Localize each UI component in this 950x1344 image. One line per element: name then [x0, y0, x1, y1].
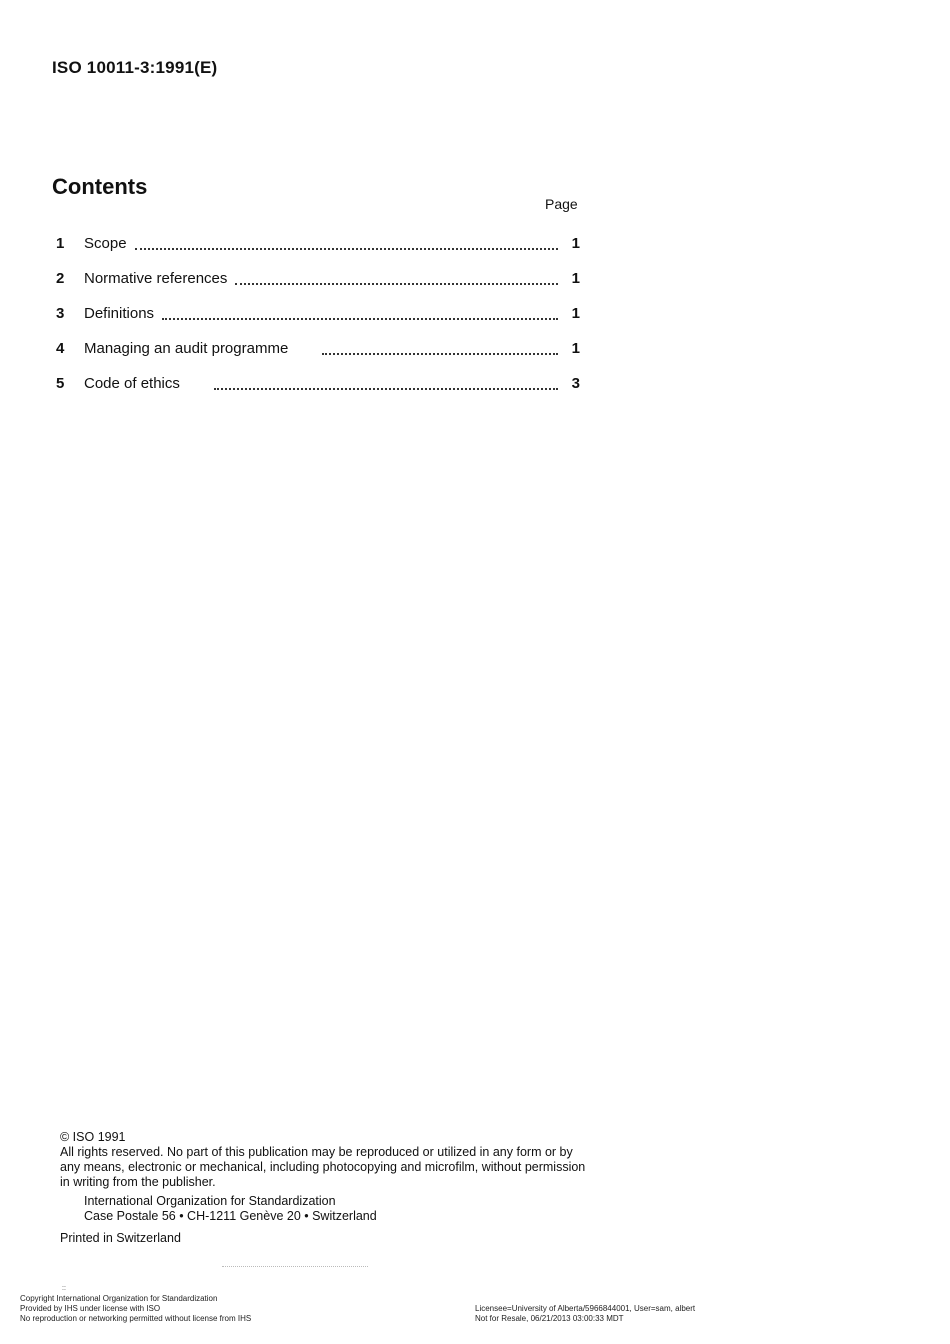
footer-line: Provided by IHS under license with ISO [20, 1304, 161, 1313]
publisher-address [84, 1194, 590, 1224]
toc-entry-title: Normative references [84, 270, 228, 287]
toc-entry-number: 5 [56, 375, 65, 392]
copyright-block [60, 1130, 590, 1246]
toc-entry-title: Definitions [84, 305, 155, 322]
toc-entry-page: 3 [571, 375, 580, 392]
publisher-postal: Case Postale 56 • CH-1211 Genève 20 • Switzerland [84, 1209, 377, 1223]
toc-leader-dots [235, 282, 558, 285]
toc-entry[interactable] [56, 226, 580, 261]
toc-entry-number: 2 [56, 270, 65, 287]
toc-leader-dots [162, 317, 558, 320]
toc-entry-number: 4 [56, 340, 65, 357]
footer-license-right [475, 1304, 695, 1324]
toc-leader-dots [322, 352, 558, 355]
contents-heading: Contents [52, 174, 148, 199]
printed-in: Printed in Switzerland [60, 1231, 181, 1245]
toc-entry-title: Managing an audit programme [84, 340, 289, 357]
toc-entry[interactable] [56, 261, 580, 296]
footer-marks: :: [62, 1285, 66, 1292]
page-column-label: Page [545, 196, 578, 212]
publisher-name: International Organization for Standardization [84, 1194, 336, 1208]
footer-line: Copyright International Organization for Standardization [20, 1294, 218, 1303]
toc-entry-page: 1 [571, 235, 580, 252]
toc-leader-dots [135, 247, 558, 250]
toc-entry-number: 1 [56, 235, 65, 252]
toc-entry-number: 3 [56, 305, 65, 322]
table-of-contents [56, 226, 580, 401]
footer-line: Not for Resale, 06/21/2013 03:00:33 MDT [475, 1314, 624, 1323]
divider [222, 1266, 368, 1267]
copyright-year: © ISO 1991 [60, 1130, 126, 1144]
toc-entry[interactable] [56, 331, 580, 366]
footer-line: No reproduction or networking permitted without license from IHS [20, 1314, 252, 1323]
toc-entry[interactable] [56, 366, 580, 401]
toc-entry[interactable] [56, 296, 580, 331]
toc-leader-dots [214, 387, 558, 390]
toc-entry-page: 1 [571, 340, 580, 357]
toc-entry-page: 1 [571, 270, 580, 287]
document-header-id: ISO 10011-3:1991(E) [52, 58, 218, 77]
footer-line: Licensee=University of Alberta/5966844001, User=sam, albert [475, 1304, 696, 1313]
footer-license-left [20, 1294, 251, 1324]
toc-entry-title: Scope [84, 235, 127, 252]
rights-statement: All rights reserved. No part of this publication may be reproduced or utilized in any form or by any means, electronic or mechanical, including photocopying and microfilm, without permission in writing from the publisher. [60, 1145, 586, 1189]
toc-entry-page: 1 [571, 305, 580, 322]
toc-entry-title: Code of ethics [84, 375, 180, 392]
